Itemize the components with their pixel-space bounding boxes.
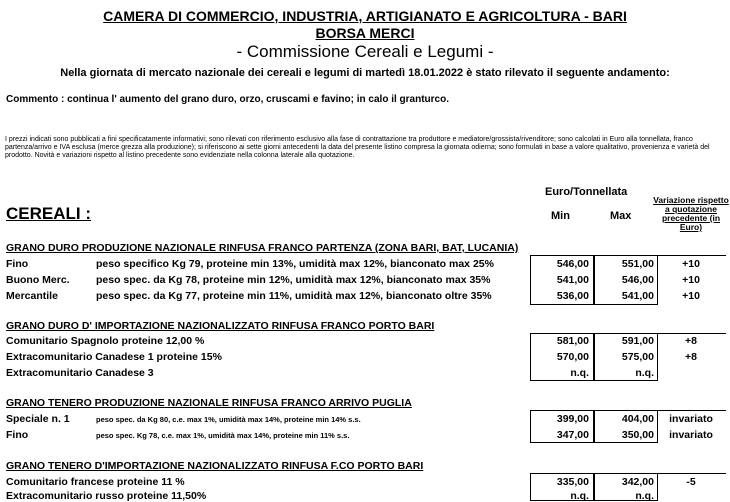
price-min: 581,00: [556, 335, 589, 347]
price-variation: -5: [686, 476, 696, 488]
disclaimer: I prezzi indicati sono pubblicati a fini specificatamente informativi; sono rilevati con riferimento esclusivo alla fase di contrattazione tra produttore e mediatore/grossista/rivenditore; sono calcolati in Euro alla tonnellata, franco partenza/arrivo e IVA esclusa (merce grezza alla produzione); si riferiscono ai sette giorni antecedenti la data del presente listino compresa la giornata odierna; sono formulati in base a valore qualitativo, provenienza e varietà del prodotto. Novità e variazioni rispetto al listino precedente sono evidenziate nella colonna laterale alla quotazione.: [5, 136, 710, 159]
price-min: 541,00: [556, 274, 589, 286]
price-min: 347,00: [556, 429, 589, 441]
price-variation: +8: [685, 351, 697, 363]
price-max: 342,00: [621, 476, 654, 488]
price-variation: +10: [682, 290, 700, 302]
min-column-box: [530, 473, 594, 501]
price-min: 399,00: [556, 413, 589, 425]
row-spec: peso spec. da Kg 77, proteine min 11%, umidità max 12%, bianconato oltre 35%: [96, 290, 492, 302]
price-variation: +8: [685, 335, 697, 347]
min-header: Min: [551, 210, 570, 222]
price-min: 546,00: [556, 258, 589, 270]
row-name: Extracomunitario Canadese 3: [6, 367, 154, 379]
price-variation: invariato: [669, 429, 713, 441]
row-spec: peso spec. da Kg 80, c.e. max 1%, umidità max 14%, proteine min 14% s.s.: [96, 415, 361, 424]
row-name: Fino: [6, 258, 29, 270]
price-variation: +10: [682, 258, 700, 270]
max-header: Max: [610, 210, 632, 222]
price-max: 350,00: [621, 429, 654, 441]
row-name: Extracomunitario Canadese 1 proteine 15%: [6, 351, 222, 363]
commission-title: - Commissione Cereali e Legumi -: [236, 42, 494, 61]
section-title: GRANO TENERO D'IMPORTAZIONE NAZIONALIZZATO RINFUSA F.CO PORTO BARI: [6, 460, 424, 472]
market-comment: Commento : continua l' aumento del grano duro, orzo, cruscami e favino; in calo il granturco.: [6, 94, 449, 105]
price-max: 546,00: [621, 274, 654, 286]
row-name: Comunitario francese proteine 11 %: [6, 476, 185, 488]
min-column-box: [530, 333, 594, 381]
min-column-box: [530, 255, 594, 305]
row-name: Comunitario Spagnolo proteine 12,00 %: [6, 335, 205, 347]
row-name: Buono Merc.: [6, 274, 70, 286]
section-title: GRANO TENERO PRODUZIONE NAZIONALE RINFUSA FRANCO ARRIVO PUGLIA: [6, 397, 412, 409]
document-subtitle: BORSA MERCI: [315, 25, 415, 41]
section-title: GRANO DURO D' IMPORTAZIONE NAZIONALIZZATO RINFUSA FRANCO PORTO BARI: [6, 320, 435, 332]
section-cereali: CEREALI :: [6, 204, 91, 223]
min-column-box: [530, 410, 594, 443]
row-spec: peso spec. da Kg 78, proteine min 12%, umidità max 12%, bianconato max 35%: [96, 274, 491, 286]
price-max: 591,00: [621, 335, 654, 347]
unit-header: Euro/Tonnellata: [545, 186, 628, 198]
price-max: 541,00: [621, 290, 654, 302]
max-column-box: [594, 333, 658, 381]
price-min: 536,00: [556, 290, 589, 302]
price-variation: +10: [682, 274, 700, 286]
variation-header: Variazione rispetto a quotazione precedente (in Euro): [653, 195, 729, 232]
price-max: 551,00: [621, 258, 654, 270]
row-name: Extracomunitario russo proteine 11,50%: [6, 490, 207, 502]
max-column-box: [594, 473, 658, 501]
row-name: Fino: [6, 429, 29, 441]
price-variation: invariato: [669, 413, 713, 425]
price-max: 575,00: [621, 351, 654, 363]
document-title: CAMERA DI COMMERCIO, INDUSTRIA, ARTIGIANATO E AGRICOLTURA - BARI: [103, 8, 627, 24]
row-name: Speciale n. 1: [6, 413, 70, 425]
price-min: n.q.: [570, 490, 589, 502]
price-max: n.q.: [635, 367, 654, 379]
row-spec: peso spec. Kg 78, c.e. max 1%, umidità max 14%, proteine min 11% s.s.: [96, 431, 350, 440]
price-max: 404,00: [621, 413, 654, 425]
price-min: 570,00: [556, 351, 589, 363]
row-name: Mercantile: [6, 290, 58, 302]
price-max: n.q.: [635, 490, 654, 502]
market-intro: Nella giornata di mercato nazionale dei cereali e legumi di martedì 18.01.2022 è stato rilevato il seguente andamento:: [60, 67, 670, 79]
price-min: n.q.: [570, 367, 589, 379]
row-spec: peso specifico Kg 79, proteine min 13%, umidità max 12%, bianconato max 25%: [96, 258, 494, 270]
max-column-box: [594, 255, 658, 305]
price-min: 335,00: [556, 476, 589, 488]
max-column-box: [594, 410, 658, 443]
section-title: GRANO DURO PRODUZIONE NAZIONALE RINFUSA FRANCO PARTENZA (ZONA BARI, BAT, LUCANIA): [6, 242, 519, 254]
